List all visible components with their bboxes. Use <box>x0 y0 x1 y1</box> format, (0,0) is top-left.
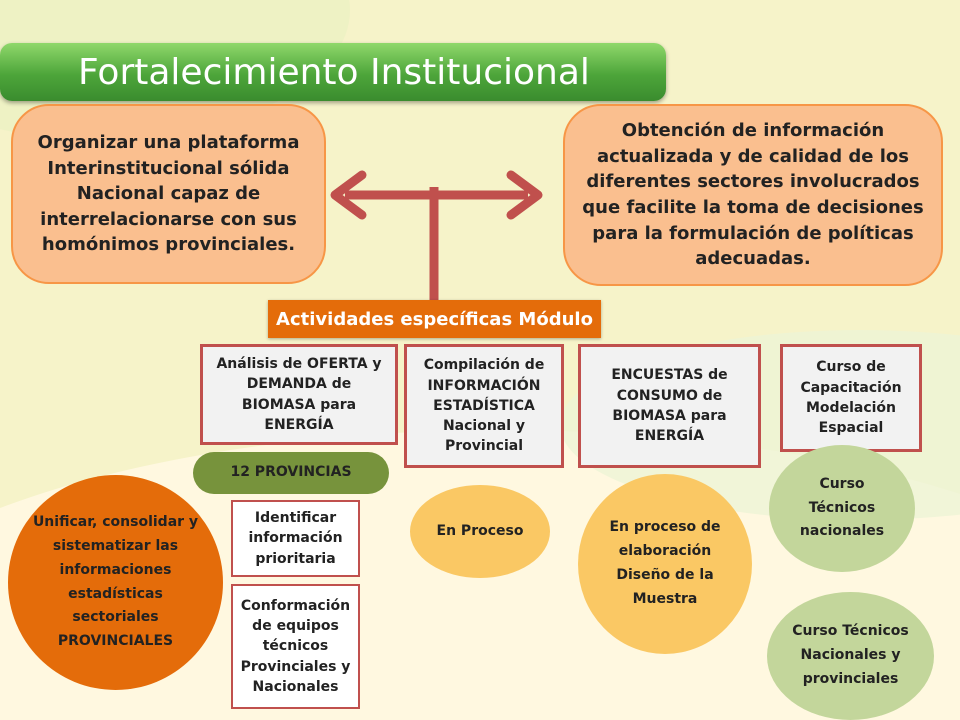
en-proceso-circle: En Proceso <box>410 485 550 578</box>
provincias-badge: 12 PROVINCIAS <box>193 452 389 494</box>
activity-compilacion: Compilación de INFORMACIÓN ESTADÍSTICA Nacional y Provincial <box>404 344 564 468</box>
curso-tecnicos-nacionales-circle: Curso Técnicos nacionales <box>769 445 915 572</box>
activity-oferta-demanda: Análisis de OFERTA y DEMANDA de BIOMASA para ENERGÍA <box>200 344 398 445</box>
activity-curso-capacitacion: Curso de Capacitación Modelación Espacial <box>780 344 922 452</box>
en-proceso-elaboracion-circle: En proceso de elaboración Diseño de la Muestra <box>578 474 752 654</box>
task-identificar: Identificar información prioritaria <box>231 500 360 577</box>
module-label: Actividades específicas Módulo <box>268 300 601 338</box>
task-conformacion: Conformación de equipos técnicos Provinciales y Nacionales <box>231 584 360 709</box>
right-goal-box: Obtención de información actualizada y de calidad de los diferentes sectores involucrados que facilite la toma de decisiones para la formulación de políticas adecuadas. <box>563 104 943 286</box>
left-goal-box: Organizar una plataforma Interinstitucional sólida Nacional capaz de interrelacionarse con sus homónimos provinciales. <box>11 104 326 284</box>
unificar-circle: Unificar, consolidar y sistematizar las informaciones estadísticas sectoriales PROVINCIALES <box>8 475 223 690</box>
activity-encuestas: ENCUESTAS de CONSUMO de BIOMASA para ENERGÍA <box>578 344 761 468</box>
curso-tecnicos-nac-prov-circle: Curso Técnicos Nacionales y provinciales <box>767 592 934 720</box>
page-title: Fortalecimiento Institucional <box>0 43 666 101</box>
